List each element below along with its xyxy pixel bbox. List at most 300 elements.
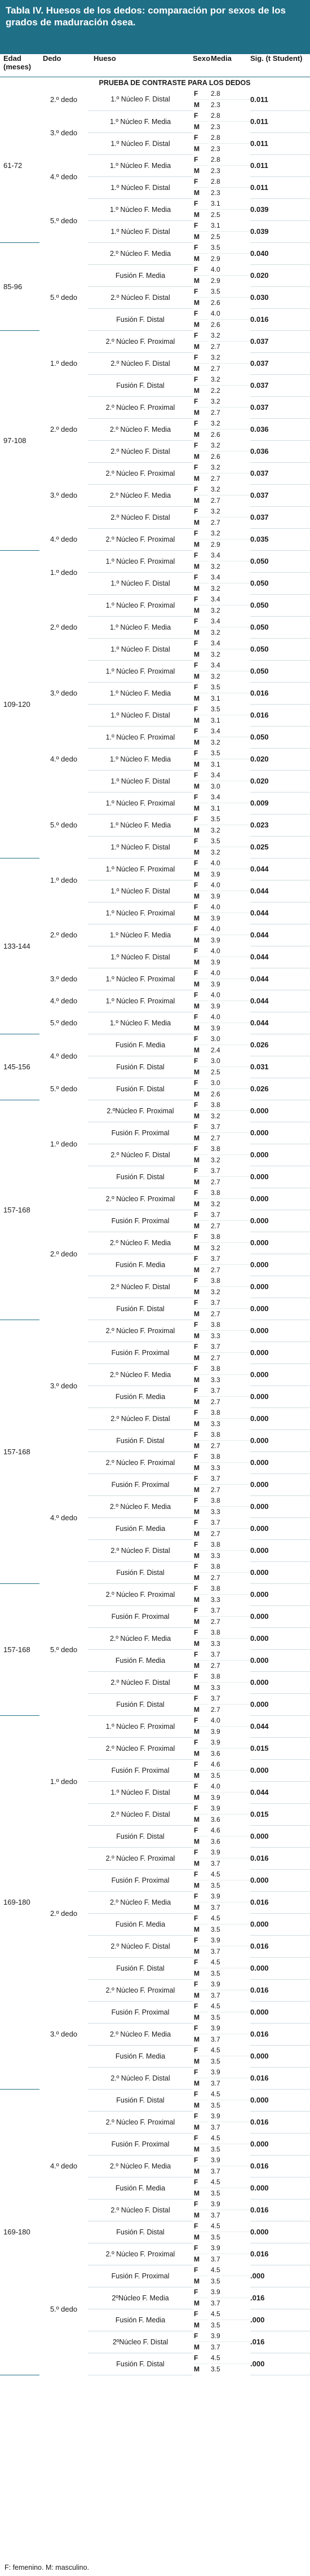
mean-female: 3.4 (211, 660, 250, 671)
sex-male: M (194, 1772, 200, 1780)
mean-female: 2.8 (211, 88, 250, 100)
sex-female: F (194, 1869, 209, 1880)
significance-cell: 0.044 (250, 968, 310, 990)
mean-female: 3.7 (211, 1649, 250, 1661)
significance-cell: 0.044 (250, 880, 310, 902)
mean-female: 3.9 (211, 2111, 250, 2122)
sex-cell (193, 770, 209, 792)
mean-female: 3.4 (211, 550, 250, 561)
sex-female: F (194, 1825, 209, 1836)
sex-male: M (194, 1706, 200, 1714)
mean-cell (209, 154, 250, 176)
sex-male: M (194, 365, 200, 373)
sex-cell (193, 176, 209, 198)
mean-cell (209, 1627, 250, 1649)
mean-cell (209, 2265, 250, 2287)
significance-cell: 0.050 (250, 638, 310, 660)
sex-cell (193, 1210, 209, 1232)
sex-female: F (194, 2265, 209, 2276)
sex-female: F (194, 1517, 209, 1529)
sex-male: M (194, 914, 200, 922)
sex-female: F (194, 1561, 209, 1573)
mean-cell (209, 220, 250, 242)
mean-male: 3.5 (211, 1882, 220, 1889)
sex-cell (193, 2353, 209, 2375)
mean-female: 3.7 (211, 1605, 250, 1617)
mean-male: 3.5 (211, 2277, 220, 2285)
mean-cell (209, 1913, 250, 1935)
sex-male: M (194, 1530, 200, 1538)
sex-cell (193, 1715, 209, 1737)
significance-cell: 0.026 (250, 1078, 310, 1100)
sex-cell (193, 374, 209, 396)
significance-cell: 0.000 (250, 1957, 310, 1979)
significance-cell: 0.016 (250, 1891, 310, 1913)
sex-female: F (194, 1715, 209, 1727)
finger-cell: 1.º dedo (50, 875, 78, 884)
table-row (0, 1320, 310, 1342)
mean-male: 3.6 (211, 1838, 220, 1845)
finger-cell: 3.º dedo (50, 491, 78, 499)
col-header-sig: Sig. (t Student) (250, 54, 303, 63)
sex-cell (193, 1671, 209, 1693)
mean-female: 4.0 (211, 924, 250, 935)
bone-cell: Fusión F. Distal (88, 308, 193, 330)
mean-male: 3.7 (211, 2343, 220, 2351)
mean-male: 2.7 (211, 1442, 220, 1450)
significance-cell: 0.037 (250, 396, 310, 418)
mean-female: 3.2 (211, 506, 250, 517)
mean-cell (209, 1561, 250, 1583)
mean-female: 3.8 (211, 1495, 250, 1507)
sex-male: M (194, 101, 200, 109)
mean-male: 2.5 (211, 1068, 220, 1076)
mean-cell (209, 2243, 250, 2265)
bone-cell: 1.º Núcleo F. Proximal (88, 550, 193, 572)
significance-cell: 0.037 (250, 484, 310, 506)
sex-female: F (194, 638, 209, 649)
mean-male: 2.7 (211, 1662, 220, 1670)
sex-male: M (194, 826, 200, 834)
sex-female: F (194, 704, 209, 715)
significance-cell: 0.031 (250, 1056, 310, 1078)
significance-cell: .016 (250, 2331, 310, 2353)
bone-cell: 2.º Núcleo F. Proximal (88, 1979, 193, 2001)
sex-female: F (194, 770, 209, 781)
table-row (0, 462, 310, 484)
sex-cell (193, 396, 209, 418)
table-title (0, 0, 310, 54)
mean-cell (209, 1473, 250, 1495)
mean-cell (209, 594, 250, 616)
sex-female: F (194, 1847, 209, 1858)
finger-cell: 3.º dedo (50, 975, 78, 983)
sex-female: F (194, 1693, 209, 1705)
mean-cell (209, 2221, 250, 2243)
table-row (0, 330, 310, 352)
mean-male: 3.3 (211, 1376, 220, 1384)
significance-cell: 0.016 (250, 682, 310, 704)
sex-male: M (194, 2299, 200, 2307)
sex-female: F (194, 2133, 209, 2144)
significance-cell: 0.000 (250, 2045, 310, 2067)
mean-female: 3.7 (211, 1298, 250, 1309)
mean-female: 4.5 (211, 1869, 250, 1880)
significance-cell: .000 (250, 2309, 310, 2331)
mean-female: 2.8 (211, 154, 250, 166)
sex-male: M (194, 1046, 200, 1054)
mean-female: 4.0 (211, 990, 250, 1001)
finger-cell: 2.º dedo (50, 931, 78, 939)
bone-cell: 1.º Núcleo F. Distal (88, 1781, 193, 1803)
age-cell: 157-168 (0, 1583, 39, 1715)
sex-cell (193, 1144, 209, 1166)
table-row (0, 1100, 310, 1122)
mean-male: 3.3 (211, 1420, 220, 1428)
bone-cell: 2.º Núcleo F. Media (88, 1627, 193, 1649)
significance-cell: 0.050 (250, 616, 310, 638)
finger-cell: 4.º dedo (50, 997, 78, 1005)
sex-female: F (194, 2155, 209, 2166)
sex-cell (193, 594, 209, 616)
sex-cell (193, 1034, 209, 1056)
mean-cell (209, 374, 250, 396)
bone-cell: Fusión F. Distal (88, 1166, 193, 1188)
sex-female: F (194, 924, 209, 935)
bone-cell: Fusión F. Distal (88, 1056, 193, 1078)
bone-cell: Fusión F. Distal (88, 2089, 193, 2111)
mean-male: 3.5 (211, 2101, 220, 2109)
mean-female: 3.9 (211, 2287, 250, 2298)
mean-cell (209, 1276, 250, 1298)
sex-female: F (194, 528, 209, 539)
sex-male: M (194, 1134, 200, 1142)
bone-cell: Fusión F. Proximal (88, 2133, 193, 2155)
mean-female: 3.8 (211, 1276, 250, 1287)
significance-cell: 0.040 (250, 242, 310, 264)
sex-cell (193, 572, 209, 594)
mean-cell (209, 924, 250, 946)
sex-male: M (194, 321, 200, 329)
sex-male: M (194, 848, 200, 856)
mean-female: 3.8 (211, 1539, 250, 1551)
sex-male: M (194, 277, 200, 285)
finger-cell: 4.º dedo (50, 1513, 78, 1522)
significance-cell: 0.000 (250, 1649, 310, 1671)
sex-cell (193, 1364, 209, 1386)
mean-cell (209, 1298, 250, 1320)
sex-female: F (194, 484, 209, 495)
bone-cell: 2.º Núcleo F. Media (88, 484, 193, 506)
sex-cell (193, 264, 209, 286)
significance-cell: 0.044 (250, 924, 310, 946)
mean-male: 3.3 (211, 1552, 220, 1560)
mean-cell (209, 1342, 250, 1364)
finger-cell: 5.º dedo (50, 1085, 78, 1093)
bone-cell: Fusión F. Proximal (88, 2001, 193, 2023)
sex-female: F (194, 1451, 209, 1463)
sex-cell (193, 1605, 209, 1627)
mean-male: 3.5 (211, 1926, 220, 1933)
mean-cell (209, 308, 250, 330)
sex-male: M (194, 189, 200, 197)
significance-cell: 0.000 (250, 1517, 310, 1539)
mean-male: 3.7 (211, 1860, 220, 1867)
sex-male: M (194, 519, 200, 526)
finger-cell: 4.º dedo (50, 755, 78, 763)
mean-cell (209, 1407, 250, 1429)
mean-cell (209, 396, 250, 418)
sex-male: M (194, 1156, 200, 1164)
significance-cell: 0.023 (250, 814, 310, 836)
sex-cell (193, 2243, 209, 2265)
mean-cell (209, 176, 250, 198)
sex-male: M (194, 1464, 200, 1472)
table-row (0, 1583, 310, 1605)
mean-male: 3.9 (211, 1728, 220, 1736)
sex-male: M (194, 2211, 200, 2219)
mean-cell (209, 1034, 250, 1056)
sex-female: F (194, 2001, 209, 2012)
sex-female: F (194, 2045, 209, 2056)
mean-cell (209, 726, 250, 748)
significance-cell: 0.044 (250, 858, 310, 880)
sex-male: M (194, 738, 200, 746)
significance-cell: 0.000 (250, 1364, 310, 1386)
sex-female: F (194, 1232, 209, 1243)
mean-male: 2.6 (211, 1090, 220, 1098)
table-row (0, 1715, 310, 1737)
mean-male: 2.9 (211, 277, 220, 285)
significance-cell: 0.000 (250, 1166, 310, 1188)
mean-female: 3.4 (211, 572, 250, 583)
sex-female: F (194, 1891, 209, 1902)
significance-cell: 0.000 (250, 1100, 310, 1122)
finger-cell: 3.º dedo (50, 689, 78, 697)
mean-male: 2.9 (211, 255, 220, 263)
sex-female: F (194, 2089, 209, 2100)
sex-cell (193, 924, 209, 946)
finger-cell: 4.º dedo (50, 172, 78, 181)
finger-cell: 5.º dedo (50, 2304, 78, 2313)
mean-female: 4.5 (211, 2089, 250, 2100)
sex-male: M (194, 1948, 200, 1955)
mean-female: 3.9 (211, 2155, 250, 2166)
sex-cell (193, 1429, 209, 1451)
sex-male: M (194, 1640, 200, 1648)
mean-cell (209, 1254, 250, 1276)
mean-male: 3.6 (211, 1750, 220, 1758)
age-cell: 145-156 (0, 1034, 39, 1100)
significance-cell: 0.036 (250, 418, 310, 440)
sex-male: M (194, 167, 200, 175)
bone-cell: 1.º Núcleo F. Distal (88, 132, 193, 154)
sex-male: M (194, 299, 200, 307)
mean-female: 4.5 (211, 1957, 250, 1968)
mean-female: 4.5 (211, 2309, 250, 2320)
sex-cell (193, 1495, 209, 1517)
sex-female: F (194, 1276, 209, 1287)
bone-cell: 2.º Núcleo F. Proximal (88, 1583, 193, 1605)
sex-female: F (194, 1781, 209, 1792)
sex-female: F (194, 1188, 209, 1199)
table-row (0, 264, 310, 286)
mean-female: 3.4 (211, 638, 250, 649)
mean-cell (209, 2067, 250, 2089)
mean-cell (209, 2133, 250, 2155)
mean-male: 2.3 (211, 189, 220, 197)
significance-cell: 0.000 (250, 1583, 310, 1605)
sex-female: F (194, 1144, 209, 1155)
significance-cell: 0.016 (250, 2111, 310, 2133)
mean-cell (209, 770, 250, 792)
mean-male: 3.2 (211, 1200, 220, 1208)
mean-cell (209, 286, 250, 308)
bone-cell: 2.º Núcleo F. Distal (88, 1935, 193, 1957)
mean-female: 2.8 (211, 132, 250, 144)
sex-female: F (194, 198, 209, 210)
sex-female: F (194, 1342, 209, 1353)
sex-cell (193, 2001, 209, 2023)
mean-male: 3.7 (211, 2211, 220, 2219)
mean-cell (209, 1495, 250, 1517)
bone-cell: 2ºNúcleo F. Distal (88, 2331, 193, 2353)
sex-cell (193, 1935, 209, 1957)
sex-female: F (194, 814, 209, 825)
significance-cell: 0.037 (250, 462, 310, 484)
sex-male: M (194, 1442, 200, 1450)
bone-cell: Fusión F. Media (88, 2309, 193, 2331)
significance-cell: 0.000 (250, 1759, 310, 1781)
mean-cell (209, 1825, 250, 1847)
sex-cell (193, 1056, 209, 1078)
bone-cell: 1.º Núcleo F. Distal (88, 220, 193, 242)
mean-male: 3.2 (211, 672, 220, 680)
mean-female: 3.0 (211, 1078, 250, 1089)
sex-cell (193, 726, 209, 748)
mean-female: 4.6 (211, 1825, 250, 1836)
finger-cell: 2.º dedo (50, 425, 78, 433)
sex-female: F (194, 1254, 209, 1265)
mean-female: 3.8 (211, 1627, 250, 1639)
finger-cell: 5.º dedo (50, 1645, 78, 1654)
sex-female: F (194, 264, 209, 276)
mean-female: 3.4 (211, 616, 250, 627)
mean-female: 4.0 (211, 902, 250, 913)
significance-cell: 0.050 (250, 726, 310, 748)
sex-female: F (194, 286, 209, 298)
mean-female: 3.9 (211, 1737, 250, 1749)
mean-female: 4.5 (211, 1913, 250, 1924)
significance-cell: 0.000 (250, 1386, 310, 1407)
mean-male: 2.7 (211, 365, 220, 373)
significance-cell: 0.050 (250, 594, 310, 616)
finger-cell: 4.º dedo (50, 535, 78, 543)
sex-cell (193, 1847, 209, 1869)
sex-female: F (194, 506, 209, 517)
bone-cell: Fusión F. Media (88, 1649, 193, 1671)
significance-cell: 0.050 (250, 550, 310, 572)
sex-female: F (194, 1605, 209, 1617)
mean-cell (209, 1979, 250, 2001)
mean-cell (209, 2331, 250, 2353)
sex-cell (193, 1342, 209, 1364)
mean-female: 3.7 (211, 1517, 250, 1529)
sex-male: M (194, 2233, 200, 2241)
bone-cell: Fusión F. Proximal (88, 1759, 193, 1781)
mean-male: 2.7 (211, 475, 220, 483)
mean-female: 3.5 (211, 814, 250, 825)
mean-cell (209, 264, 250, 286)
mean-female: 3.2 (211, 396, 250, 408)
mean-cell (209, 880, 250, 902)
mean-male: 2.7 (211, 1134, 220, 1142)
sex-male: M (194, 2079, 200, 2087)
sex-cell (193, 110, 209, 132)
sex-cell (193, 220, 209, 242)
mean-female: 3.5 (211, 704, 250, 715)
mean-male: 3.7 (211, 1904, 220, 1911)
sex-cell (193, 550, 209, 572)
sex-male: M (194, 1838, 200, 1845)
mean-cell (209, 792, 250, 814)
mean-male: 3.5 (211, 2321, 220, 2329)
data-table (0, 54, 310, 2375)
mean-female: 3.7 (211, 1693, 250, 1705)
bone-cell: Fusión F. Media (88, 2045, 193, 2067)
sex-male: M (194, 1926, 200, 1933)
significance-cell: 0.015 (250, 1737, 310, 1759)
sex-male: M (194, 1178, 200, 1186)
sex-male: M (194, 1200, 200, 1208)
sex-male: M (194, 892, 200, 900)
sex-cell (193, 506, 209, 528)
table-row (0, 550, 310, 572)
mean-male: 3.1 (211, 804, 220, 812)
significance-cell: 0.000 (250, 1561, 310, 1583)
sex-female: F (194, 550, 209, 561)
sex-male: M (194, 1574, 200, 1582)
sex-female: F (194, 1122, 209, 1133)
mean-cell (209, 1649, 250, 1671)
sex-female: F (194, 176, 209, 188)
mean-male: 3.1 (211, 716, 220, 724)
mean-female: 3.4 (211, 792, 250, 803)
sex-female: F (194, 902, 209, 913)
mean-cell (209, 1935, 250, 1957)
bone-cell: 1.º Núcleo F. Media (88, 154, 193, 176)
mean-cell (209, 1122, 250, 1144)
sex-male: M (194, 1596, 200, 1604)
mean-male: 3.5 (211, 2013, 220, 2021)
mean-cell (209, 506, 250, 528)
mean-male: 3.9 (211, 1002, 220, 1010)
mean-male: 3.9 (211, 870, 220, 878)
sex-cell (193, 462, 209, 484)
bone-cell: 1.º Núcleo F. Media (88, 198, 193, 220)
mean-cell (209, 1012, 250, 1034)
significance-cell: 0.000 (250, 1122, 310, 1144)
sex-cell (193, 1320, 209, 1342)
sex-cell (193, 1166, 209, 1188)
bone-cell: 2.º Núcleo F. Media (88, 418, 193, 440)
mean-cell (209, 462, 250, 484)
mean-female: 3.8 (211, 1561, 250, 1573)
finger-cell: 3.º dedo (50, 2030, 78, 2038)
sex-male: M (194, 672, 200, 680)
significance-cell: 0.000 (250, 1825, 310, 1847)
sex-male: M (194, 1024, 200, 1032)
